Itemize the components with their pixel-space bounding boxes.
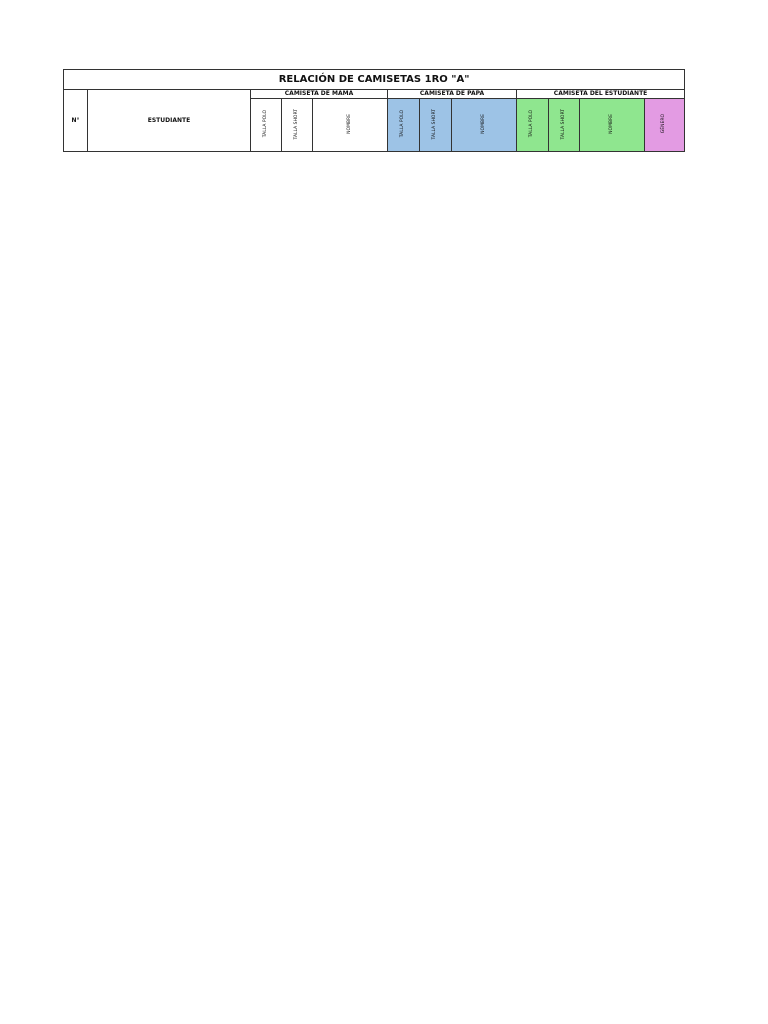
header-papa-polo-text: TALLA POLO <box>400 110 406 138</box>
header-num: N° <box>64 90 88 152</box>
header-est-nombre <box>580 99 645 152</box>
header-mama-short <box>282 99 313 152</box>
header-est-nombre-text: NOMBRE <box>608 113 614 134</box>
header-papa-nombre <box>452 99 517 152</box>
shirt-table <box>63 69 685 152</box>
sheet-title: RELACIÓN DE CAMISETAS 1RO "A" <box>64 70 685 90</box>
header-estudiante: ESTUDIANTE <box>88 90 251 152</box>
header-mama-polo-text: TALLA POLO <box>262 110 268 138</box>
header-mama-polo <box>251 99 282 152</box>
header-papa-short-text: TALLA SHORT <box>432 108 438 139</box>
group-mama: CAMISETA DE MAMÁ <box>251 90 388 99</box>
shirt-size-sheet <box>63 69 684 152</box>
header-est-short <box>549 99 580 152</box>
header-mama-nombre-text: NOMBRE <box>346 113 352 134</box>
header-mama-nombre <box>313 99 388 152</box>
header-est-polo-text: TALLA POLO <box>529 110 535 138</box>
header-est-polo <box>517 99 549 152</box>
header-papa-nombre-text: NOMBRE <box>480 113 486 134</box>
group-papa: CAMISETA DE PAPÁ <box>388 90 517 99</box>
header-mama-short-text: TALLA SHORT <box>293 108 299 139</box>
group-estudiante: CAMISETA DEL ESTUDIANTE <box>517 90 685 99</box>
header-genero-text: GÉNERO <box>661 114 667 134</box>
header-est-short-text: TALLA SHORT <box>560 108 566 139</box>
header-papa-polo <box>388 99 420 152</box>
header-genero <box>645 99 685 152</box>
header-papa-short <box>420 99 452 152</box>
